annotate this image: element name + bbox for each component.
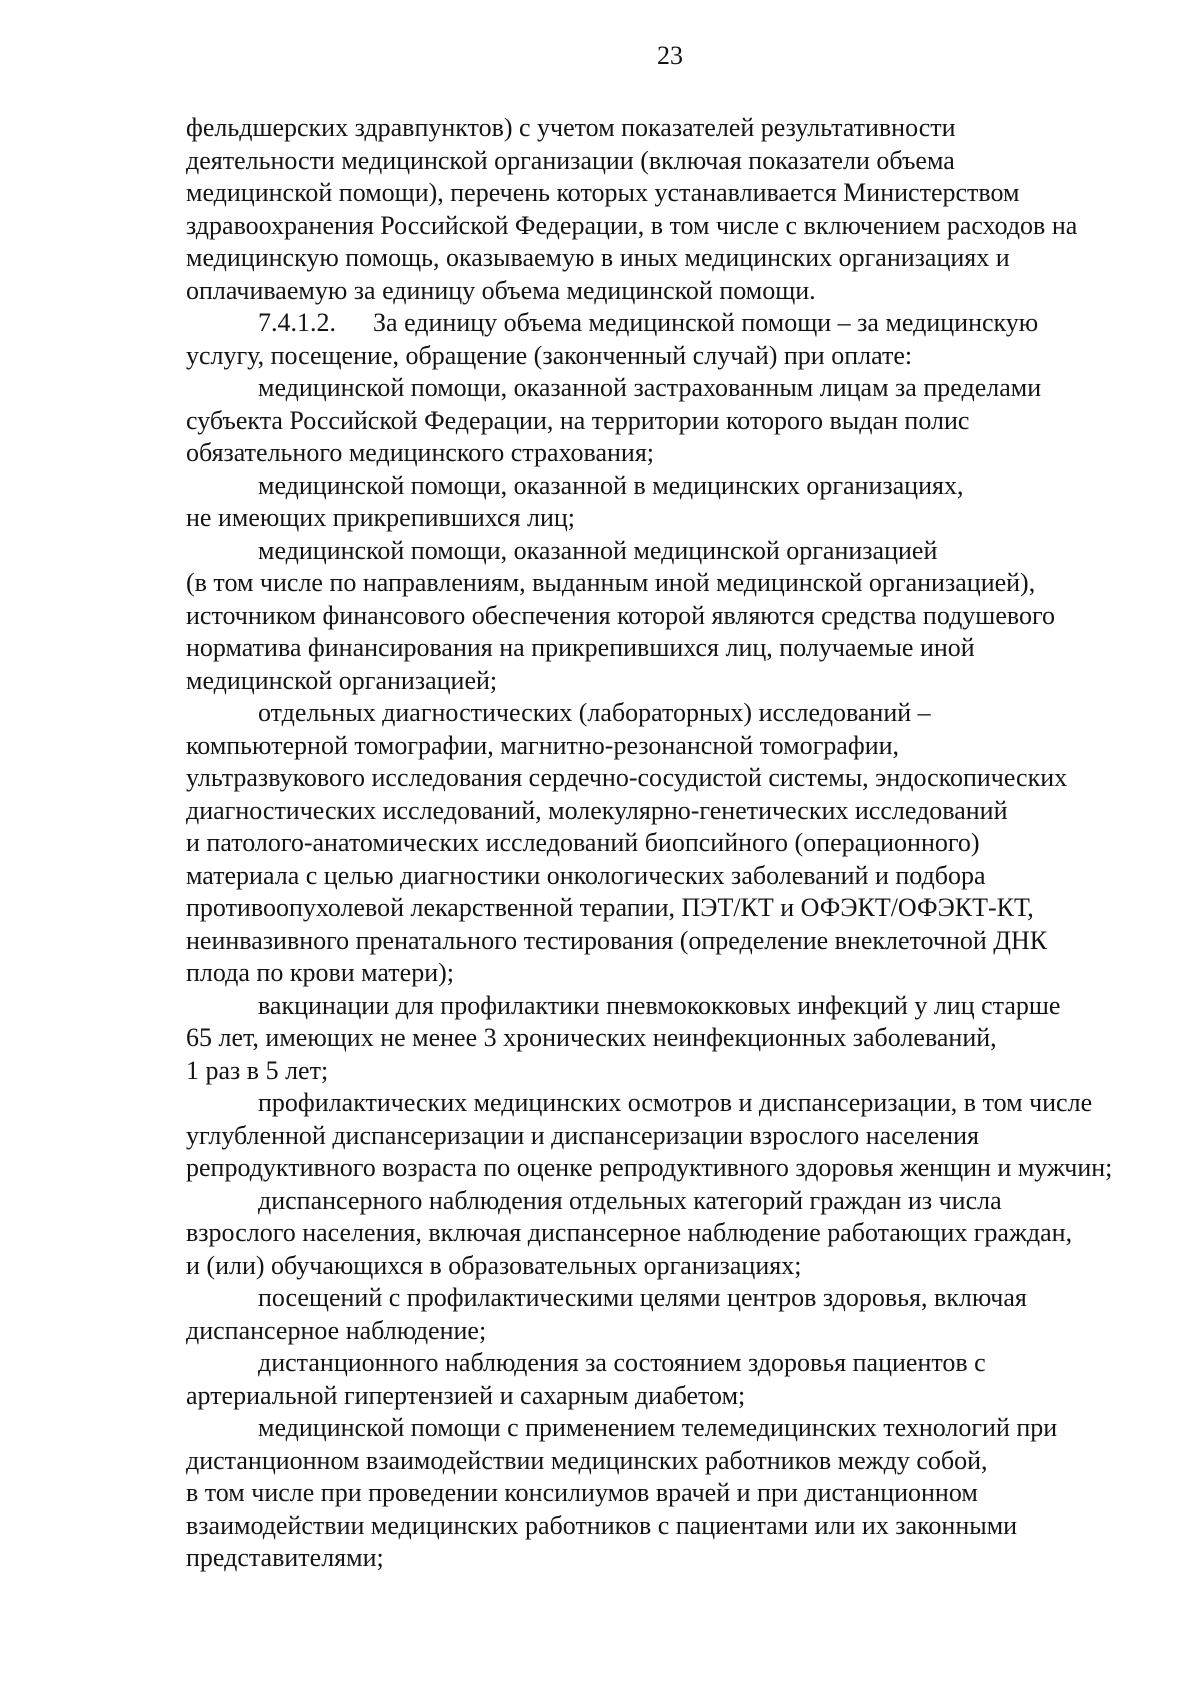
clause-number: 7.4.1.2.	[258, 308, 336, 337]
list-item-health-center-visits: посещений с профилактическими целями центров здоровья, включая диспансерное наблюдение;	[186, 1283, 1027, 1345]
document-body	[186, 112, 1156, 1575]
list-item-dispensary-observation: диспансерного наблюдения отдельных категорий граждан из числа взрослого населения, включая диспансерное наблюдение работающих граждан, и (или) обучающихся в образовательных организациях;	[186, 1185, 1073, 1280]
clause-text: За единицу объема медицинской помощи – за медицинскую услугу, посещение, обращение (законченный случай) при оплате:	[186, 308, 1039, 370]
list-item-pneumococcal-vaccination: вакцинации для профилактики пневмококковых инфекций у лиц старше 65 лет, имеющих не менее 3 хронических неинфекционных заболеваний, 1 раз в 5 лет;	[186, 990, 1061, 1085]
paragraph-clause-7-4-1-2	[186, 307, 1156, 372]
list-item-preventive-exams: профилактических медицинских осмотров и диспансеризации, в том числе углубленной диспансеризации и диспансеризации взрослого населения репродуктивного возраста по оценке репродуктивного здоровья женщин и мужчин;	[186, 1088, 1113, 1182]
page-number: 23	[657, 41, 683, 70]
list-item-no-attached-persons: медицинской помощи, оказанной в медицинских организациях, не имеющих прикрепившихся лиц;	[186, 470, 964, 532]
paragraph-continuation: фельдшерских здравпунктов) с учетом показателей результативности деятельности медицинской организации (включая показатели объема медицинской помощи), перечень которых устанавливается Министерством здравоохранения Российской Федерации, в том числе с включением расходов на медицинскую помощь, оказываемую в иных медицинских организациях и оплачиваемую за единицу объема медицинской помощи.	[186, 113, 1078, 305]
list-item-telemedicine: медицинской помощи с применением телемедицинских технологий при дистанционном взаимодействии медицинских работников между собой, в том числе при проведении консилиумов врачей и при дистанционном взаимодействии медицинских работников с пациентами или их законными представителями;	[186, 1413, 1058, 1572]
list-item-out-of-region-care: медицинской помощи, оказанной застрахованным лицам за пределами субъекта Российской Федерации, на территории которого выдан полис обязательного медицинского страхования;	[186, 373, 1042, 467]
list-item-remote-monitoring: дистанционного наблюдения за состоянием здоровья пациентов с артериальной гипертензией и сахарным диабетом;	[186, 1348, 986, 1410]
list-item-referral-care: медицинской помощи, оказанной медицинской организацией (в том числе по направлениям, выданным иной медицинской организацией), источником финансового обеспечения которой являются средства подушевого норматива финансирования на прикрепившихся лиц, получаемые иной медицинской организацией;	[186, 535, 1055, 695]
list-item-diagnostic-studies: отдельных диагностических (лабораторных) исследований – компьютерной томографии, магнитно-резонансной томографии, ультразвукового исследования сердечно-сосудистой системы, эндоскопических диагностических исследований, молекулярно-генетических исследований и патолого-анатомических исследований биопсийного (операционного) материала с целью диагностики онкологических заболеваний и подбора противоопухолевой лекарственной терапии, ПЭТ/КТ и ОФЭКТ/ОФЭКТ-КТ, неинвазивного пренатального тестирования (определение внеклеточной ДНК плода по крови матери);	[186, 698, 1068, 987]
